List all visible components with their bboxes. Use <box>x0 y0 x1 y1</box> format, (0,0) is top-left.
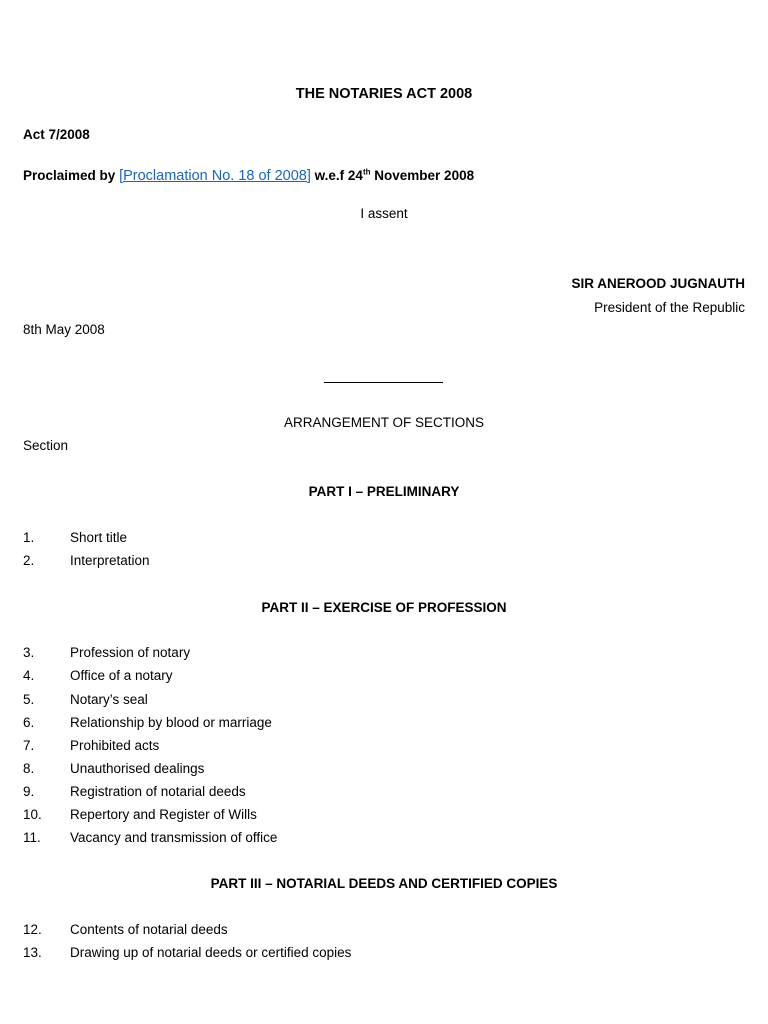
toc-item-number: 11. <box>23 830 41 845</box>
signatory-name: SIR ANEROOD JUGNAUTH <box>571 276 745 291</box>
toc-item-title: Registration of notarial deeds <box>70 784 246 799</box>
toc-item-title: Short title <box>70 530 128 545</box>
toc-item <box>23 761 204 777</box>
toc-item-number: 4. <box>23 668 35 683</box>
toc-item <box>23 530 127 546</box>
toc-item <box>23 784 246 800</box>
proclamation-link[interactable]: [Proclamation No. 18 of 2008] <box>119 168 311 184</box>
proclamation-line <box>23 168 474 184</box>
proclaimed-prefix: Proclaimed by <box>23 168 116 183</box>
signatory-title: President of the Republic <box>594 300 745 315</box>
toc-item <box>23 692 148 708</box>
toc-item <box>23 738 159 754</box>
toc-item-number: 10. <box>23 807 42 822</box>
toc-item-number: 12. <box>23 922 42 937</box>
toc-item-title: Interpretation <box>70 553 150 568</box>
toc-item <box>23 645 190 661</box>
toc-item-title: Vacancy and transmission of office <box>70 830 278 845</box>
assent-text: I assent <box>360 206 408 221</box>
part-heading: PART II – EXERCISE OF PROFESSION <box>261 600 507 615</box>
toc-item <box>23 553 150 569</box>
toc-item <box>23 668 173 684</box>
assent-date: 8th May 2008 <box>23 322 105 337</box>
toc-item-number: 3. <box>23 645 35 660</box>
toc-item-number: 9. <box>23 784 35 799</box>
toc-item-title: Contents of notarial deeds <box>70 922 228 937</box>
toc-item-number: 13. <box>23 945 42 960</box>
toc-item-number: 6. <box>23 715 35 730</box>
section-label: Section <box>23 438 69 453</box>
toc-item-title: Profession of notary <box>70 645 191 660</box>
toc-item-title: Office of a notary <box>70 668 173 683</box>
toc-item <box>23 830 277 846</box>
wef-suffix: November 2008 <box>374 168 475 183</box>
toc-item-number: 5. <box>23 692 35 707</box>
toc-item-number: 2. <box>23 553 35 568</box>
toc-item <box>23 807 257 823</box>
toc-item-title: Notary’s seal <box>70 692 148 707</box>
act-number: Act 7/2008 <box>23 127 90 142</box>
toc-item-title: Relationship by blood or marriage <box>70 715 272 730</box>
part-heading: PART I – PRELIMINARY <box>308 484 460 499</box>
document-title: THE NOTARIES ACT 2008 <box>295 86 473 102</box>
toc-item-number: 8. <box>23 761 35 776</box>
toc-item <box>23 922 228 938</box>
toc-item-title: Repertory and Register of Wills <box>70 807 257 822</box>
toc-item <box>23 945 351 961</box>
wef-prefix: w.e.f 24 <box>314 168 363 183</box>
toc-item <box>23 715 272 731</box>
toc-item-title: Drawing up of notarial deeds or certified copies <box>70 945 352 960</box>
toc-item-number: 7. <box>23 738 35 753</box>
toc-item-title: Unauthorised dealings <box>70 761 205 776</box>
toc-item-title: Prohibited acts <box>70 738 160 753</box>
toc-item-number: 1. <box>23 530 35 545</box>
wef-superscript: th <box>362 167 371 177</box>
part-heading: PART III – NOTARIAL DEEDS AND CERTIFIED COPIES <box>210 876 558 891</box>
separator-rule <box>324 382 443 383</box>
arrangement-heading: ARRANGEMENT OF SECTIONS <box>283 415 485 430</box>
